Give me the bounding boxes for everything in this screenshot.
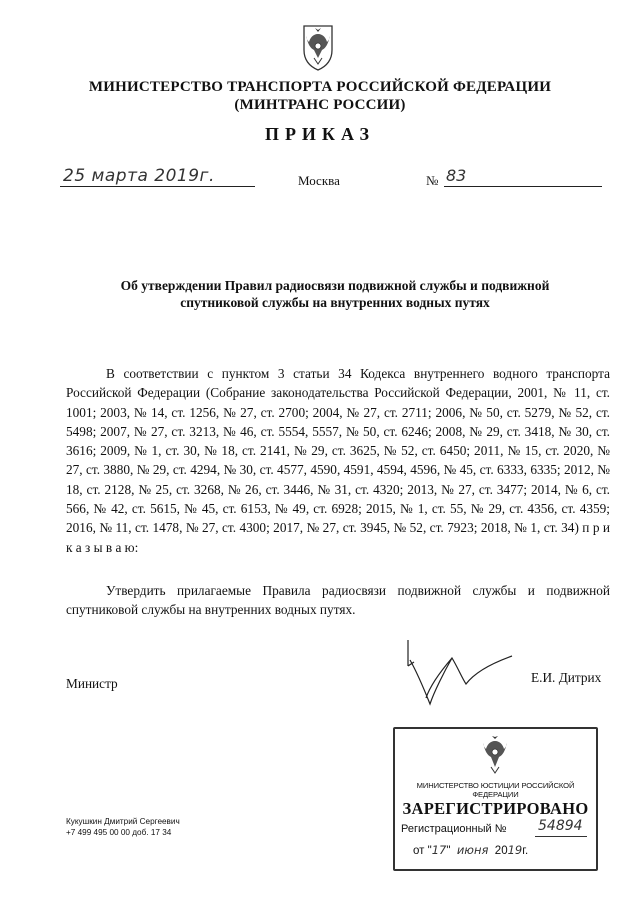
stamp-date-year-prefix: 20: [494, 845, 508, 857]
order-date-handwritten: 25 марта 2019г.: [63, 166, 215, 186]
contact-block: [66, 816, 180, 838]
registration-stamp: [393, 727, 598, 871]
stamp-ministry-name: МИНИСТЕРСТВО ЮСТИЦИИ РОССИЙСКОЙ ФЕДЕРАЦИИ: [416, 781, 575, 799]
order-number-label: №: [426, 173, 439, 188]
handwritten-signature: [400, 632, 520, 712]
stamp-date-mid: ": [446, 845, 451, 857]
ministry-short-name: (МИНТРАНС РОССИИ): [234, 97, 406, 113]
stamp-reg-underline: [535, 836, 587, 837]
stamp-date-end: г.: [522, 845, 529, 857]
signatory-position: Министр: [66, 676, 118, 691]
date-underline: [60, 186, 255, 187]
stamp-reg-label: Регистрационный №: [401, 823, 507, 835]
stamp-status: ЗАРЕГИСТРИРОВАНО: [402, 799, 589, 818]
decree-paragraph: Утвердить прилагаемые Правила радиосвязи подвижной службы и подвижной спутниковой службы на внутренних водных путях.: [66, 583, 610, 618]
contact-phone: +7 499 495 00 00 доб. 17 34: [66, 828, 172, 837]
stamp-date-month: июня: [456, 843, 489, 857]
preamble-paragraph: В соответствии с пунктом 3 статьи 34 Кодекса внутреннего водного транспорта Российской Федерации (Собрание законодательства Российской Федерации, 2001, № 11, ст. 1001; 2003, № 14, ст. 1256, № 27, ст. 2700; 2004, № 27, ст. 2711; 2006, № 50, ст. 5279, № 52, ст. 5498; 2007, № 27, ст. 3213, № 46, ст. 5554, 5557, № 50, ст. 6246; 2008, № 29, ст. 3418, № 30, ст. 3616; 2009, № 1, ст. 30, № 18, ст. 2141, № 29, ст. 3625, № 52, ст. 6450; 2011, № 15, ст. 2020, № 27, ст. 3880, № 29, ст. 4294, № 30, ст. 4577, 4590, 4591, 4594, 4596, № 45, ст. 6333, 6335; 2012, № 18, ст. 2128, № 25, ст. 3268, № 26, ст. 3446, № 31, ст. 4320; 2013, № 27, ст. 3477; 2014, № 6, ст. 566, № 42, ст. 5615, № 45, ст. 6153, № 49, ст. 6928; 2015, № 1, ст. 55, № 29, ст. 4356, ст. 4359; 2016, № 11, ст. 1478, № 27, ст. 4300; 2017, № 27, ст. 3945, № 52, ст. 7923; 2018, № 1, ст. 34) п р и к а з ы в а ю:: [66, 366, 610, 555]
coat-of-arms-emblem: [296, 20, 340, 72]
order-city: Москва: [298, 173, 340, 188]
stamp-date: [413, 843, 528, 857]
stamp-date-prefix: от ": [413, 845, 432, 857]
stamp-emblem-icon: [477, 735, 513, 775]
order-subject: Об утверждении Правил радиосвязи подвижной службы и подвижной спутниковой службы на внутренних водных путях: [120, 278, 550, 310]
document-type-title: ПРИКАЗ: [264, 124, 376, 144]
order-number-handwritten: 83: [446, 166, 467, 185]
ministry-name: МИНИСТЕРСТВО ТРАНСПОРТА РОССИЙСКОЙ ФЕДЕРАЦИИ: [88, 79, 552, 95]
stamp-date-year-suffix: 19: [507, 843, 523, 857]
stamp-reg-number: 54894: [538, 818, 583, 834]
contact-name: Кукушкин Дмитрий Сергеевич: [66, 817, 180, 826]
signatory-name: Е.И. Дитрих: [531, 670, 602, 685]
stamp-date-day: 17: [431, 843, 447, 857]
number-underline: [444, 186, 602, 187]
